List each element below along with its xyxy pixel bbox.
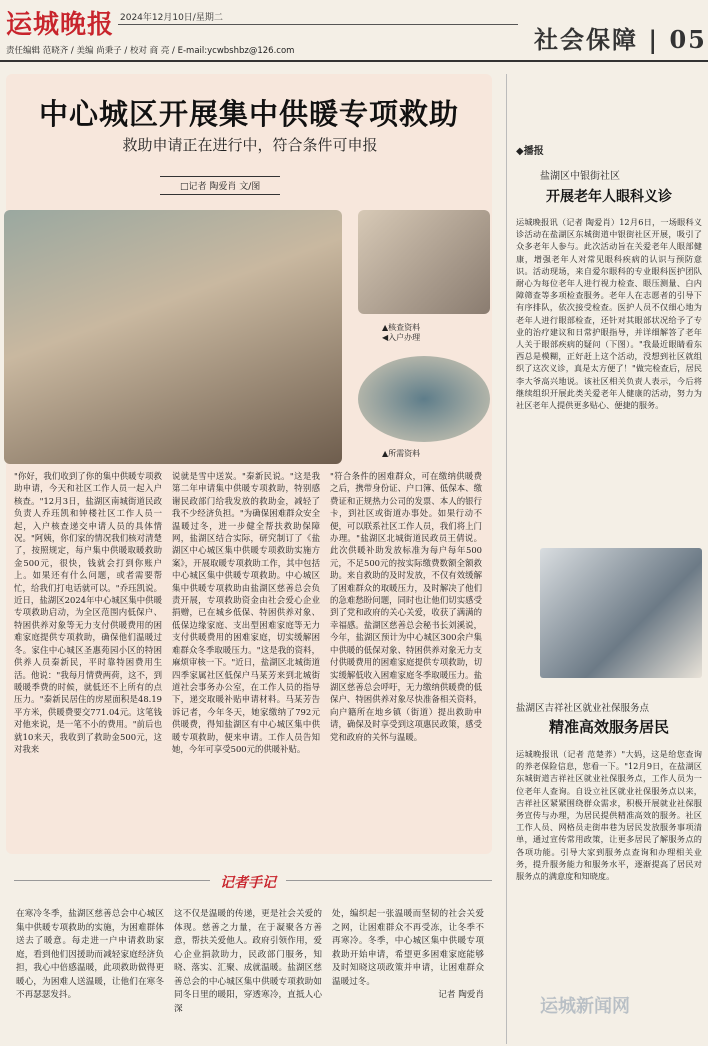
brief-1-kicker: 盐湖区中银街社区 — [540, 171, 620, 182]
site-watermark: 运城新闻网 — [540, 996, 630, 1017]
brief-1-body: 运城晚报讯（记者 陶爱肖）12月6日，一场眼科义诊活动在盐湖区东城街道中银街社区开展，吸引了众多老年人参与。此次活动旨在关爱老年人眼部健康，增强老年人对常见眼科疾病的认识与预防意识。活动现场，来自爱尔眼科的专业眼科医护团队耐心为每位老年人进行视力检查、眼压测量、白内障筛查等多项检查服务。老年人在志愿者的引导下有序排队，依次接受检查。医护人员不仅细心地为老年人进行眼部检查，还针对其眼部状况给予了专业的治疗建议和日常护眼指导，并详细解答了老年人关于眼部疾病的疑问（下图）。"我最近眼睛看东西总是模糊，正好赶上这个活动，没想到社区就组织了这次义诊，真是太方便了！"做完检查后，居民李大爷高兴地说。该社区相关负责人表示，今后将继续组织开展此类关爱老年人健康的活动，努力为社区老年人提供更多贴心、便捷的服务。 — [516, 217, 702, 411]
article-subhead: 救助申请正在进行中，符合条件可申报 — [122, 136, 378, 154]
application-photo — [358, 210, 490, 314]
documents-photo — [358, 356, 490, 442]
brief-2-body: 运城晚报讯（记者 范楚荞）"大妈，这是给您查询的养老保险信息，您看一下。"12月9日，在盐湖区东城街道吉祥社区就业社保服务点，工作人员为一位老年人查询。自设立社区就业社保服务点以来，吉祥社区紧紧围绕群众需求，积极开展就业社保服务宣传与办理，为居民提供精准高效的服务。社区工作人员、网格员走街串巷为居民发放服务事项清单，通过宣传常用政策，让更多居民了解服务点的各项功能。引导大家到服务点查询和办理相关业务，提升服务能力和服务水平，逐渐提高了居民对服务点的满意度和知晓度。 — [516, 749, 702, 882]
newspaper-logo: 运城晚报 — [6, 10, 115, 40]
brief-2-kicker: 盐湖区吉祥社区就业社保服务点 — [516, 703, 650, 714]
photo-caption: ◀入户办理 — [382, 333, 421, 342]
article-column-3: "符合条件的困难群众，可在缴纳供暖费之后，携带身份证、户口簿、低保本、缴费证和正规热力公司的发票、本人的银行卡，到社区或街道办事处。如果行动不便，可以联系社区工作人员，我们将上门办理。"盐湖区北城街道民政员王倩说。此次供暖补助发放标准为每户每年500元，不足500元的按实际缴费数额全额救助。来自救助的及时发放，不仅有效缓解了困难群众的取暖压力，及时解决了他们的急难愁盼问题，同时也让他们切实感受到了党和政府的关心关爱，收获了满满的幸福感。盐湖区慈善总会秘书长刘溪说，今年，盐湖区预计为中心城区300余户集中供暖的低保对象、特困供养对象无力支付供暖费用的困难家庭提供专项救助，切实缓解低收入困难家庭冬季取暖压力。盐湖区慈善总会呼吁，无力缴纳供暖费的低保户、特困供养对象尽快准备相关资料，向户籍所在地乡镇（街道）提出救助申请，确保及时享受到这项惠民政策，感受党和政府的关怀与温暖。 — [330, 471, 482, 742]
section-title: 社会保障 | 05 — [534, 25, 707, 54]
article-headline: 中心城区开展集中供暖专项救助 — [38, 97, 459, 131]
editor-credits: 责任编辑 范晓齐 / 美编 尚秉子 / 校对 商 亮 / E-mail:ycwbshbz@126.com — [6, 46, 295, 56]
brief-2-title: 精准高效服务居民 — [548, 718, 669, 736]
masthead-divider — [0, 60, 708, 62]
commentary-column-2: 这不仅是温暖的传递，更是社会关爱的体现。慈善之力量，在于凝聚各方善意，帮扶关爱他人。政府引领作用，爱心企业捐款助力，民政部门服务，知晓、落实、汇聚、成就温暖。盐湖区慈善总会的中心城区集中供暖专项救助如同冬日里的暖阳，穿透寒冷，直抵人心深 — [174, 909, 322, 1014]
commentary-title: 记者手记 — [210, 872, 286, 892]
commentary-signature: 记者 陶爱肖 — [438, 990, 484, 1000]
commentary-column-1: 在寒冷冬季，盐湖区慈善总会中心城区集中供暖专项救助的实施，为困难群体送去了暖意。每走进一户申请救助家庭，看到他们因援助而减轻家庭经济负担，我心中倍感温暖，此项救助做得更暖心，为困难人送温暖，让他们在寒冬不再瑟瑟发抖。 — [16, 909, 164, 1000]
eye-clinic-photo — [540, 548, 702, 678]
photo-caption: ▲核查资料 — [382, 323, 421, 332]
commentary-column-3 — [332, 908, 484, 1038]
commentary-text: 处，编织起一张温暖而坚韧的社会关爱之网，让困难群众不再受冻，让冬季不再寒冷。冬季，中心城区集中供暖专项救助开始申请，希望更多困难家庭能够及时知晓这项政策并申请，让困难群众温暖过冬。 — [332, 909, 484, 987]
brief-1-title: 开展老年人眼科义诊 — [546, 189, 672, 205]
article-column-1: "你好，我们收到了你的集中供暖专项救助申请，今天和社区工作人员一起入户核查。"12月3日，盐湖区南城街道民政负责人乔珏凯和钟楼社区工作人员一起，入户核查递交申请人员的具体情况。"阿姨，你们家的情况我们核对清楚了，按照规定，每户集中供暖取暖救助金500元，很快，钱就会打到你账户上。如果还有什么问题，或者需要帮忙，给我们打电话就可以。"乔珏凯说。近日，盐湖区2024年中心城区集中供暖专项救助启动，为全区范围内低保户、特困供养对象等无力支付供暖费用的困难家庭提供专项救助，确保他们温暖过冬。家住中心城区圣惠苑园小区的特困供养人员秦新民，平时靠特困费用生活。他说："我每月情费两荷，这不，到暖暖季费的时候，就低还不上所有的点压力。"秦新民居住的房屋面积是48.19平方米，供暖费要交771.04元。这笔钱对他来说，是一笔不小的费用。"前后也就10来天，我收到了救助金500元，这对我来 — [14, 471, 162, 754]
column-divider — [506, 74, 507, 1044]
photo-caption: ▲所需资料 — [382, 449, 421, 458]
masthead-rule — [118, 24, 518, 25]
article-column-2: 说就是雪中送炭。"秦新民说。"这是我第二年申请集中供暖专项救助，特别感谢民政部门给我发放的救助金，减轻了我不少经济负担。"为确保困难群众安全温暖过冬，进一步健全帮扶救助保障网，盐湖区结合实际，研究制订了《盐湖区中心城区集中供暖专项救助实施方案》，开展取暖专项救助工作，其中包括中心城区集中供暖专项救助。中心城区集中供暖专项救助由盐湖区慈善总会负责开展，专项救助资金由社会爱心企业捐赠，已在城乡低保、特困供养对象、低保边缘家庭、支出型困难家庭等无力支付供暖费用的困难家庭，切实缓解困难群众冬季取暖压力。"这是我的资料，麻烦审核一下。"近日，盐湖区北城街道四季家属社区低保户马某芳来到北城街道社会事务办公室，在工作人员的指导下，递交取暖补贴申请材料。马某芳告诉记者，今年冬天，她家缴纳了792元供暖费，得知盐湖区有中心城区集中供暖专项救助，便来申请。工作人员告知她，今年可享受500元的供暖补贴。 — [172, 471, 320, 754]
article-byline: □记者 陶爱肖 文/图 — [160, 176, 280, 195]
home-visit-photo — [4, 210, 342, 464]
issue-date: 2024年12月10日/星期二 — [120, 13, 223, 23]
news-brief-tag: ◆播报 — [516, 146, 544, 157]
